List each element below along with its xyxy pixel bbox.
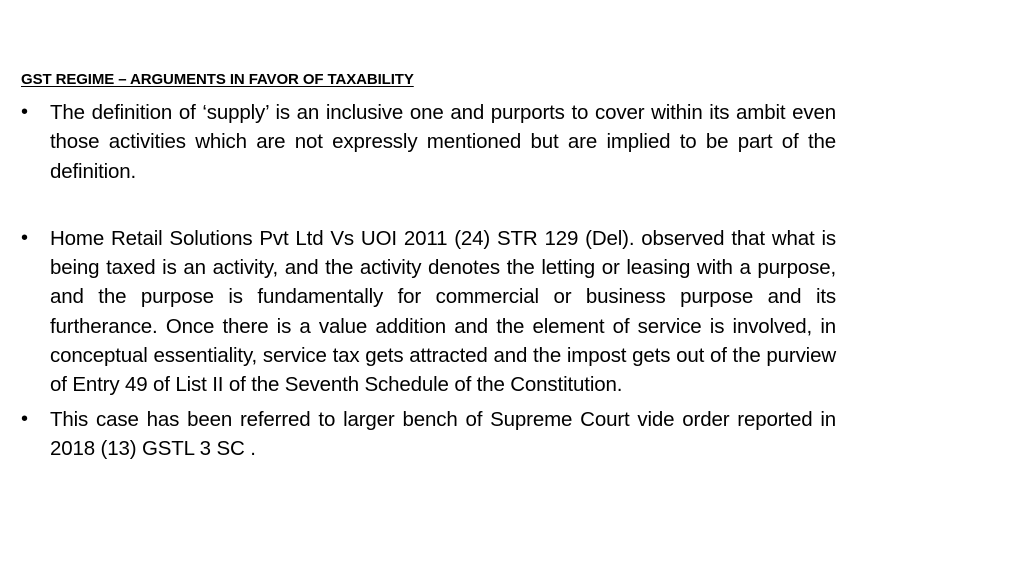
bullet-marker: • (21, 407, 28, 430)
bullet-text: Home Retail Solutions Pvt Ltd Vs UOI 2011 (24) STR 129 (Del). observed that what is being taxed is an activity, and the activity denotes the letting or leasing with a purpose, and the purpose is fundamentally for commercial or business purpose and its furtherance. Once there is a value addition and the element of service is involved, in conceptual essentiality, service tax gets attracted and the impost gets out of the purview of Entry 49 of List II of the Seventh Schedule of the Constitution. (50, 226, 836, 397)
slide-heading: GST REGIME – ARGUMENTS IN FAVOR OF TAXABILITY (21, 71, 414, 88)
bullet-marker: • (21, 226, 28, 249)
bullet-text: The definition of ‘supply’ is an inclusive one and purports to cover within its ambit even those activities which are not expressly mentioned but are implied to be part of the definition. (50, 101, 836, 183)
bullet-item-definition (21, 98, 836, 186)
bullet-item-larger-bench (21, 405, 836, 464)
bullet-text: This case has been referred to larger bench of Supreme Court vide order reported in 2018 (13) GSTL 3 SC . (50, 407, 836, 460)
bullet-list (21, 98, 836, 463)
bullet-marker: • (21, 101, 28, 123)
bullet-item-home-retail-case (21, 224, 836, 400)
